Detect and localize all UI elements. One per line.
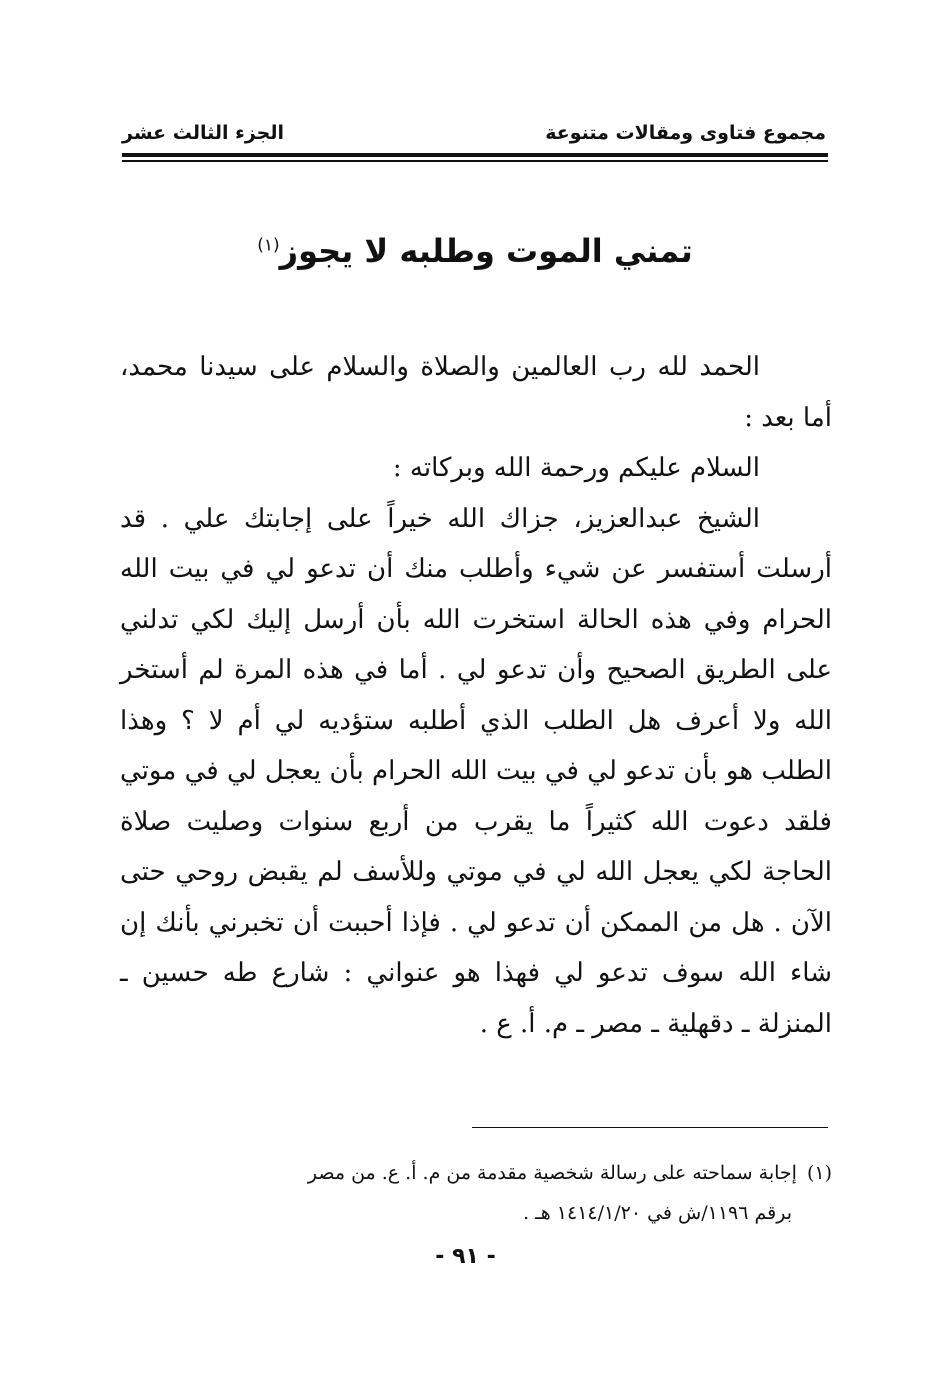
footnote-separator: [472, 1127, 828, 1128]
header-rule-thick: [122, 153, 828, 157]
title-footnote-mark: (١): [257, 235, 280, 256]
article-body: [120, 342, 832, 1049]
footnote-line-1: إجابة سماحته على رسالة شخصية مقدمة من م. أ. ع. من مصر: [307, 1162, 797, 1184]
paragraph-greeting: السلام عليكم ورحمة الله وبركاته :: [392, 453, 760, 483]
volume-part: الجزء الثالث عشر: [122, 122, 285, 144]
running-header: [122, 118, 826, 150]
header-rule-thin: [122, 160, 828, 162]
footnote-mark: (١): [806, 1162, 832, 1184]
paragraph-question: الشيخ عبدالعزيز، جزاك الله خيراً على إجابتك علي . قد أرسلت أستفسر عن شيء وأطلب منك أن تدعو لي في بيت الله الحرام وفي هذه الحالة استخرت الله بأن أرسل إليك لكي تدلني على الطريق الصحيح وأن تدعو لي . أما في هذه المرة لم أستخر الله ولا أعرف هل الطلب الذي أطلبه ستؤديه لي أم لا ؟ وهذا الطلب هو بأن تدعو لي في بيت الله الحرام بأن يعجل لي في موتي فلقد دعوت الله كثيراً ما يقرب من أربع سنوات وصليت صلاة الحاجة لكي يعجل الله لي في موتي وللأسف لم يقبض روحي حتى الآن . هل من الممكن أن تدعو لي . فإذا أحببت أن تخبرني بأنك إن شاء الله سوف تدعو لي فهذا هو عنواني : شارع طه حسين ـ المنزلة ـ دقهلية ـ مصر ـ م. أ. ع .: [120, 503, 832, 1039]
paragraph-opening: الحمد لله رب العالمين والصلاة والسلام على سيدنا محمد، أما بعد :: [120, 352, 832, 433]
footnote-line-2: برقم ١١٩٦/ش في ١٤١٤/١/٢٠ هـ .: [523, 1202, 792, 1224]
article-title: [122, 232, 828, 270]
page-number: - ٩١ -: [435, 1244, 496, 1269]
article-title-text: تمني الموت وطلبه لا يجوز: [279, 232, 693, 270]
book-title: مجموع فتاوى ومقالات متنوعة: [545, 122, 826, 144]
footnote: [120, 1153, 832, 1233]
